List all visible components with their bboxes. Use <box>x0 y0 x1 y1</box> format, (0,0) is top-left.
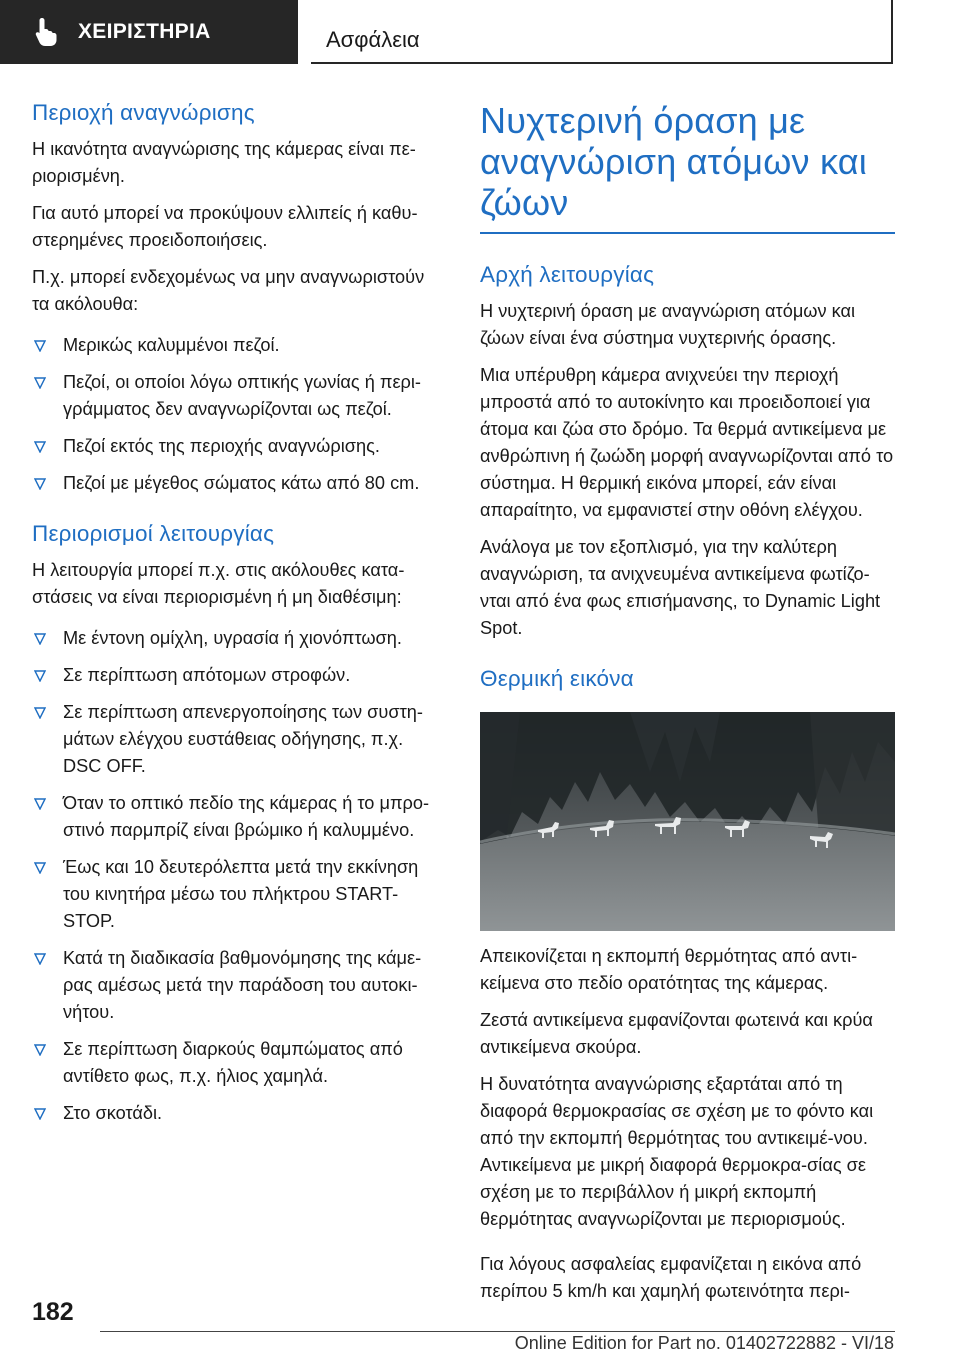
thermal-image-heading: Θερμική εικόνα <box>480 666 634 691</box>
paragraph: Ανάλογα με τον εξοπλισμό, για την καλύτερη αναγνώριση, τα ανιχνευμένα αντικείμενα φωτίζο‐νται από ένα φως επισήμανσης, το Dynamic Light Spot. <box>480 537 881 638</box>
left-column <box>32 98 444 1137</box>
triangle-bullet-icon <box>34 340 46 352</box>
list-item-text: Σε περίπτωση διαρκούς θαμπώματος από αντίθετο φως, π.χ. ήλιος χαμηλά. <box>63 1039 403 1086</box>
list-item <box>32 332 444 359</box>
list-item <box>32 470 444 497</box>
triangle-bullet-icon <box>34 1044 46 1056</box>
list-item <box>32 433 444 460</box>
list-item <box>32 662 444 689</box>
list-item-text: Πεζοί εκτός της περιοχής αναγνώρισης. <box>63 436 380 456</box>
triangle-bullet-icon <box>34 441 46 453</box>
triangle-bullet-icon <box>34 798 46 810</box>
triangle-bullet-icon <box>34 478 46 490</box>
chapter-label: ΧΕΙΡΙΣΤΗΡΙΑ <box>78 20 211 43</box>
list-item-text: Πεζοί με μέγεθος σώματος κάτω από 80 cm. <box>63 473 420 493</box>
triangle-bullet-icon <box>34 633 46 645</box>
recognition-area-heading: Περιοχή αναγνώρισης <box>32 100 255 125</box>
list-item <box>32 1036 444 1090</box>
list-item-text: Με έντονη ομίχλη, υγρασία ή χιονόπτωση. <box>63 628 402 648</box>
list-item-text: Στο σκοτάδι. <box>63 1103 163 1123</box>
paragraph: Π.χ. μπορεί ενδεχομένως να μην αναγνωριστούν τα ακόλουθα: <box>32 267 425 314</box>
section-tab[interactable] <box>311 0 893 64</box>
list-item-text: Κατά τη διαδικασία βαθμονόμησης της κάμε‐ρας αμέσως μετά την παράδοση του αυτοκι‐νήτου. <box>63 948 422 1022</box>
list-item-text: Όταν το οπτικό πεδίο της κάμερας ή το μπρο‐στινό παρμπρίζ είναι βρώμικο ή καλυμμένο. <box>63 793 430 840</box>
list-item-text: Έως και 10 δευτερόλεπτα μετά την εκκίνηση του κινητήρα μέσω του πλήκτρου START-STOP. <box>63 857 419 931</box>
edition-note: Online Edition for Part no. 01402722882 - VI/18 <box>514 1333 894 1353</box>
list-item <box>32 369 444 423</box>
paragraph: Για λόγους ασφαλείας εμφανίζεται η εικόνα από περίπου 5 km/h και χαμηλή φωτεινότητα περι‐ <box>480 1254 862 1301</box>
page-number: 182 <box>32 1298 74 1326</box>
thermal-image <box>480 712 895 931</box>
list-item-text: Σε περίπτωση απότομων στροφών. <box>63 665 351 685</box>
paragraph: Η δυνατότητα αναγνώρισης εξαρτάται από τη διαφορά θερμοκρασίας σε σχέση με το φόντο και από την εκπομπή θερμότητας του αντικειμέ‐νου. Αντικείμενα με μικρή διαφορά θερμοκρα‐σίας σε σχέση με το περιβάλλον ή μικρή εκπομπή θερμότητας αναγνωρίζονται με περιορισμούς. <box>480 1074 874 1229</box>
limits-list <box>32 625 444 1127</box>
paragraph: Ζεστά αντικείμενα εμφανίζονται φωτεινά και κρύα αντικείμενα σκούρα. <box>480 1010 873 1057</box>
list-item <box>32 1100 444 1127</box>
paragraph: Η ικανότητα αναγνώρισης της κάμερας είναι πε‐ριορισμένη. <box>32 139 416 186</box>
list-item <box>32 854 444 935</box>
principle-heading: Αρχή λειτουργίας <box>480 262 655 287</box>
triangle-bullet-icon <box>34 670 46 682</box>
limits-heading: Περιορισμοί λειτουργίας <box>32 521 275 546</box>
list-item <box>32 945 444 1026</box>
paragraph: Για αυτό μπορεί να προκύψουν ελλιπείς ή καθυ‐στερημένες προειδοποιήσεις. <box>32 203 418 250</box>
list-item-text: Πεζοί, οι οποίοι λόγω οπτικής γωνίας ή περι‐γράμματος δεν αναγνωρίζονται ως πεζοί. <box>63 372 421 419</box>
list-item-text: Μερικώς καλυμμένοι πεζοί. <box>63 335 280 355</box>
section-label: Ασφάλεια <box>326 27 420 52</box>
list-item <box>32 699 444 780</box>
paragraph: Απεικονίζεται η εκπομπή θερμότητας από αντι‐κείμενα στο πεδίο ορατότητας της κάμερας. <box>480 946 858 993</box>
chapter-tab[interactable] <box>0 0 298 64</box>
footer-divider <box>100 1331 895 1332</box>
hand-pointer-icon <box>30 15 64 49</box>
triangle-bullet-icon <box>34 862 46 874</box>
list-item-text: Σε περίπτωση απενεργοποίησης των συστη‐μάτων ελέγχου ευστάθειας οδήγησης, π.χ. DSC OFF. <box>63 702 423 776</box>
triangle-bullet-icon <box>34 707 46 719</box>
triangle-bullet-icon <box>34 377 46 389</box>
recognition-list <box>32 332 444 497</box>
right-column <box>480 100 895 1315</box>
triangle-bullet-icon <box>34 953 46 965</box>
list-item <box>32 790 444 844</box>
paragraph: Μια υπέρυθρη κάμερα ανιχνεύει την περιοχή μπροστά από το αυτοκίνητο και προειδοποιεί για άτομα και ζώα στο δρόμο. Τα θερμά αντικείμενα με ανθρώπινη ή ζωώδη μορφή αναγνωρίζονται από το σύστημα. Η θερμική εικόνα μπορεί, εάν είναι απαραίτητο, να εμφανιστεί στην οθόνη ελέγχου. <box>480 365 894 520</box>
triangle-bullet-icon <box>34 1108 46 1120</box>
paragraph: Η νυχτερινή όραση με αναγνώριση ατόμων και ζώων είναι ένα σύστημα νυχτερινής όρασης. <box>480 301 856 348</box>
paragraph: Η λειτουργία μπορεί π.χ. στις ακόλουθες κατα‐στάσεις να είναι περιορισμένη ή μη διαθέσιμη: <box>32 560 405 607</box>
page-title: Νυχτερινή όραση με αναγνώριση ατόμων και ζώων <box>480 100 895 234</box>
list-item <box>32 625 444 652</box>
